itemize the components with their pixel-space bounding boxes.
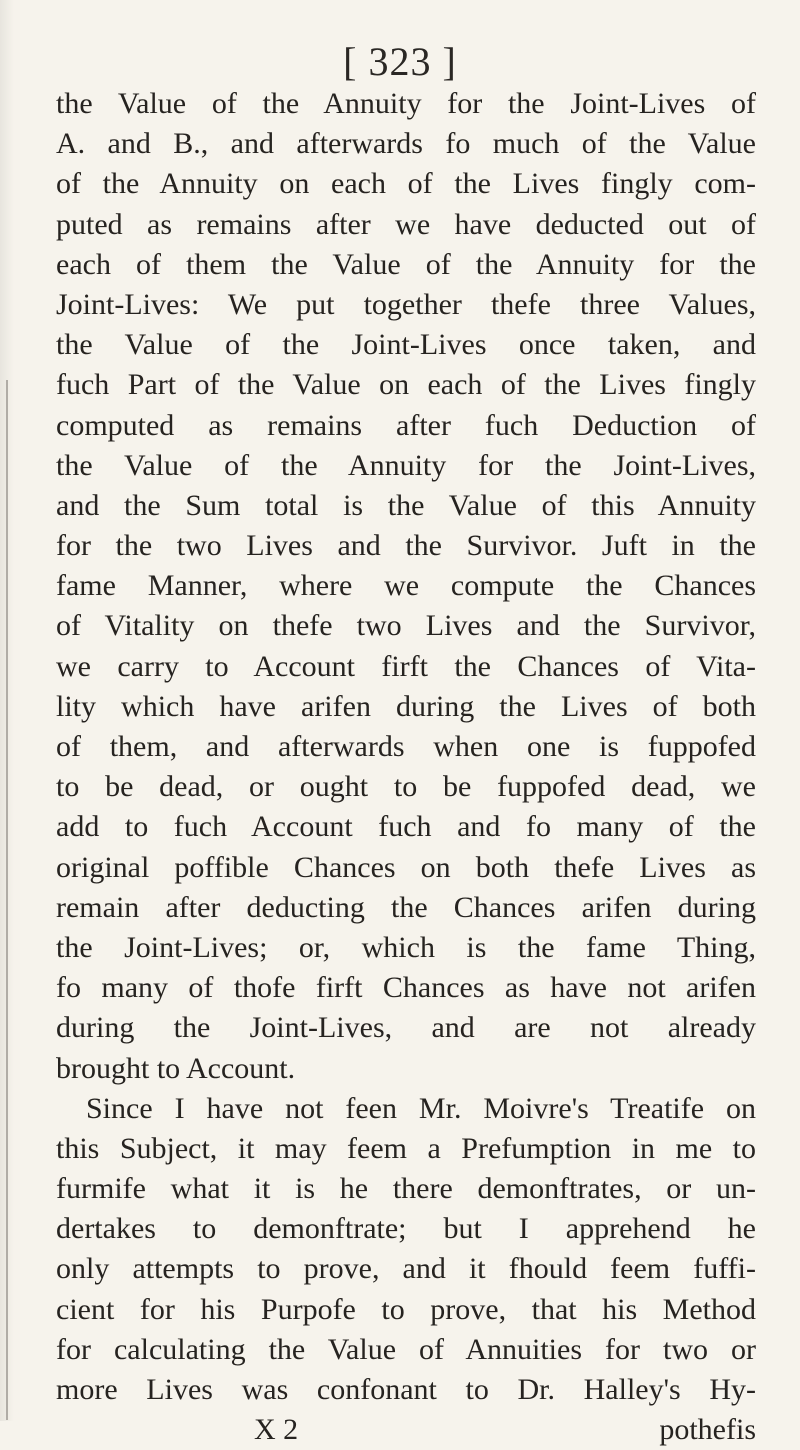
text-line: the Value of the Joint-Lives once taken, and xyxy=(56,328,756,362)
text-line: of the Annuity on each of the Lives fingly com- xyxy=(56,167,756,201)
text-line: the Joint-Lives; or, which is the fame Thing, xyxy=(56,930,756,964)
text-line: of Vitality on thefe two Lives and the Survivor, xyxy=(56,609,756,643)
text-line: to be dead, or ought to be fuppofed dead, we xyxy=(56,770,756,804)
body-text xyxy=(56,84,756,1450)
gutter-shadow xyxy=(6,380,8,1420)
text-line: dertakes to demonftrate; but I apprehend he xyxy=(56,1212,756,1246)
text-line: original poffible Chances on both thefe Lives as xyxy=(56,850,756,884)
paragraph-end-line: brought to Account. xyxy=(56,1051,296,1085)
text-line: and the Sum total is the Value of this Annuity xyxy=(56,488,756,522)
text-line: cient for his Purpofe to prove, that his Method xyxy=(56,1292,756,1326)
text-line: for the two Lives and the Survivor. Juft in the xyxy=(56,529,756,563)
text-line: A. and B., and afterwards fo much of the Value xyxy=(56,127,756,161)
text-line: the Value of the Annuity for the Joint-Lives, xyxy=(56,448,756,482)
text-line: lity which have arifen during the Lives of both xyxy=(56,689,756,723)
text-line: furmife what it is he there demonftrates, or un- xyxy=(56,1172,756,1206)
text-line: computed as remains after fuch Deduction of xyxy=(56,408,756,442)
text-line: add to fuch Account fuch and fo many of the xyxy=(56,810,756,844)
text-line: of them, and afterwards when one is fuppofed xyxy=(56,730,756,763)
footer-line xyxy=(56,1410,756,1450)
catchword: pothefis xyxy=(659,1413,756,1447)
text-line: fame Manner, where we compute the Chances xyxy=(56,569,756,603)
text-line: only attempts to prove, and it fhould feem fuffi- xyxy=(56,1252,756,1286)
text-line: each of them the Value of the Annuity for the xyxy=(56,247,756,281)
signature-mark: X 2 xyxy=(254,1413,299,1447)
text-line: puted as remains after we have deducted out of xyxy=(56,207,756,241)
text-line: more Lives was confonant to Dr. Halley's Hy- xyxy=(56,1373,756,1406)
text-line: for calculating the Value of Annuities for two or xyxy=(56,1332,756,1366)
text-line: Joint-Lives: We put together thefe three Values, xyxy=(56,287,756,321)
text-line: fuch Part of the Value on each of the Lives fingly xyxy=(56,368,756,402)
text-line: we carry to Account firft the Chances of Vita- xyxy=(56,649,756,683)
paragraph-start-line: Since I have not feen Mr. Moivre's Treatife on xyxy=(86,1091,756,1125)
text-line: the Value of the Annuity for the Joint-Lives of xyxy=(56,87,756,120)
text-line: remain after deducting the Chances arifen during xyxy=(56,890,756,924)
text-line: during the Joint-Lives, and are not already xyxy=(56,1011,756,1045)
text-line: this Subject, it may feem a Prefumption in me to xyxy=(56,1131,756,1165)
page-number: [ 323 ] xyxy=(343,39,457,84)
text-line: fo many of thofe firft Chances as have not arifen xyxy=(56,971,756,1005)
